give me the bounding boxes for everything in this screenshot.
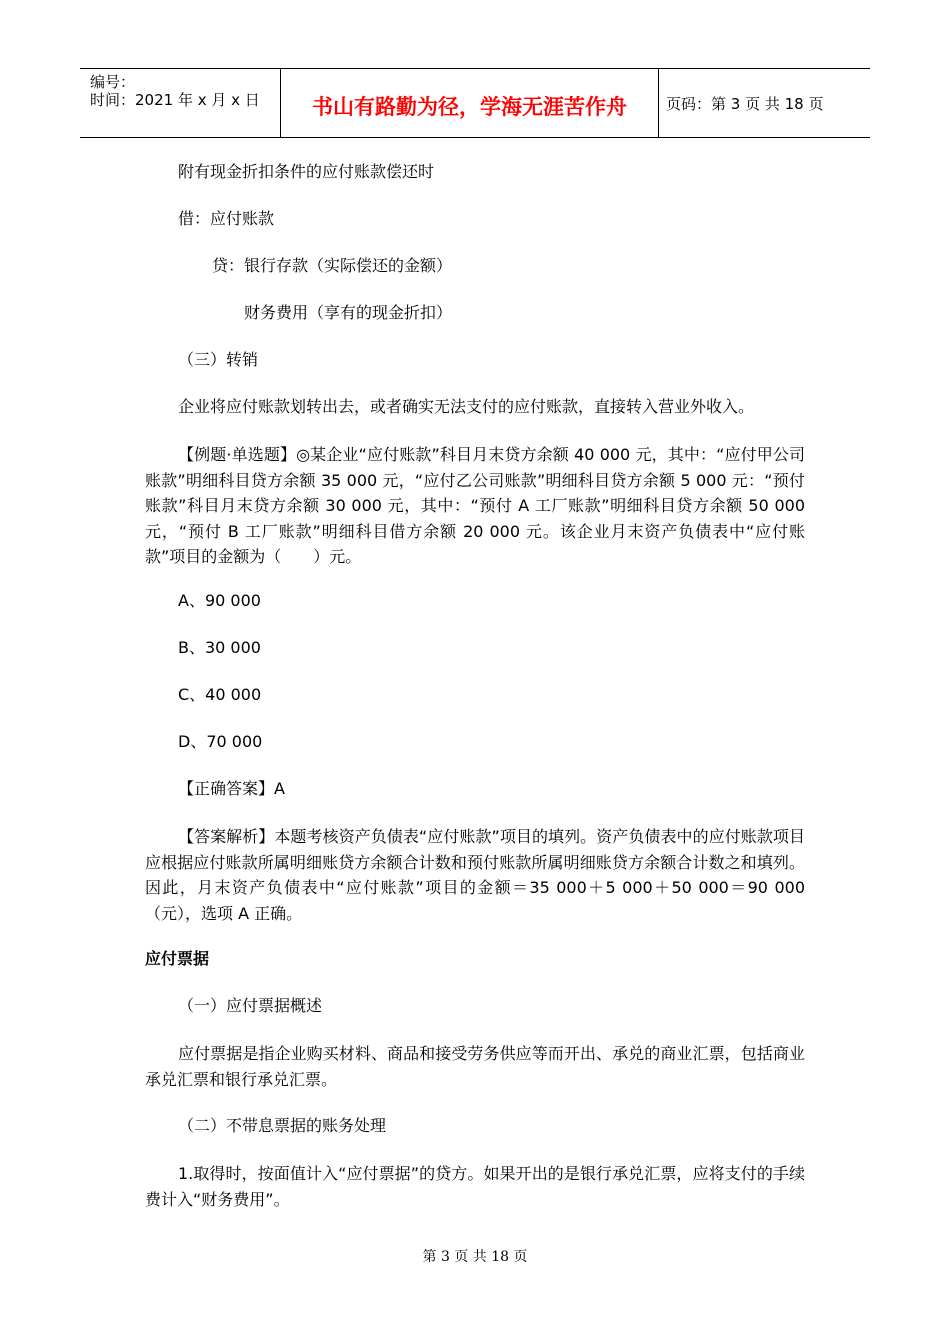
doc-number-label: 编号：: [90, 73, 136, 91]
option-d: D、70 000: [178, 732, 263, 751]
header-motto: 书山有路勤为径，学海无涯苦作舟: [312, 94, 627, 119]
correct-answer: 【正确答案】A: [178, 779, 285, 798]
doc-date-label: 时间：2021 年 x 月 x 日: [90, 91, 260, 109]
header-motto-cell: [280, 69, 659, 137]
option-b: B、30 000: [178, 638, 261, 657]
non-interest-text: 1.取得时，按面值计入“应付票据”的贷方。如果开出的是银行承兑汇票，应将支付的手续费计入“财务费用”。: [145, 1164, 805, 1209]
text-line-1: 附有现金折扣条件的应付账款偿还时: [178, 162, 435, 181]
text-line-transfer: 企业将应付账款划转出去，或者确实无法支付的应付账款，直接转入营业外收入。: [178, 397, 755, 416]
answer-analysis: 【答案解析】本题考核资产负债表“应付账款”项目的填列。资产负债表中的应付账款项目应根据应付账款所属明细账贷方余额合计数和预付账款所属明细账贷方余额合计数之和填列。因此，月末资产负债表中“应付账款”项目的金额＝35 000＋5 000＋50 000＝90 000（元），选项 A 正确。: [145, 827, 805, 923]
subsection-overview: （一）应付票据概述: [178, 996, 323, 1015]
option-a: A、90 000: [178, 591, 261, 610]
header-page-cell: [658, 69, 870, 137]
document-header: [80, 68, 870, 138]
option-c: C、40 000: [178, 685, 262, 704]
header-page-info: 页码：第 3 页 共 18 页: [666, 95, 824, 113]
text-line-credit: 贷：银行存款（实际偿还的金额）: [212, 256, 453, 275]
subsection-non-interest: （二）不带息票据的账务处理: [178, 1116, 387, 1135]
text-line-debit: 借：应付账款: [178, 209, 275, 228]
example-question: 【例题·单选题】◎某企业“应付账款”科目月末贷方余额 40 000 元，其中：“应付甲公司账款”明细科目贷方余额 35 000 元，“应付乙公司账款”明细科目贷方余额 5 000 元：“预付账款”科目月末贷方余额 30 000 元，其中：“预付 A 工厂账款”明细科目贷方余额 50 000 元，“预付 B 工厂账款”明细科目借方余额 20 000 元。该企业月末资产负债表中“应付账款”项目的金额为（ ）元。: [145, 445, 805, 566]
text-line-finance: 财务费用（享有的现金折扣）: [244, 303, 453, 322]
page-footer: 第 3 页 共 18 页: [422, 1249, 528, 1265]
subsection-heading: （三）转销: [178, 350, 259, 369]
header-meta-cell: [80, 69, 280, 137]
section-heading: 应付票据: [145, 949, 210, 968]
overview-text: 应付票据是指企业购买材料、商品和接受劳务供应等而开出、承兑的商业汇票，包括商业承兑汇票和银行承兑汇票。: [145, 1044, 805, 1089]
